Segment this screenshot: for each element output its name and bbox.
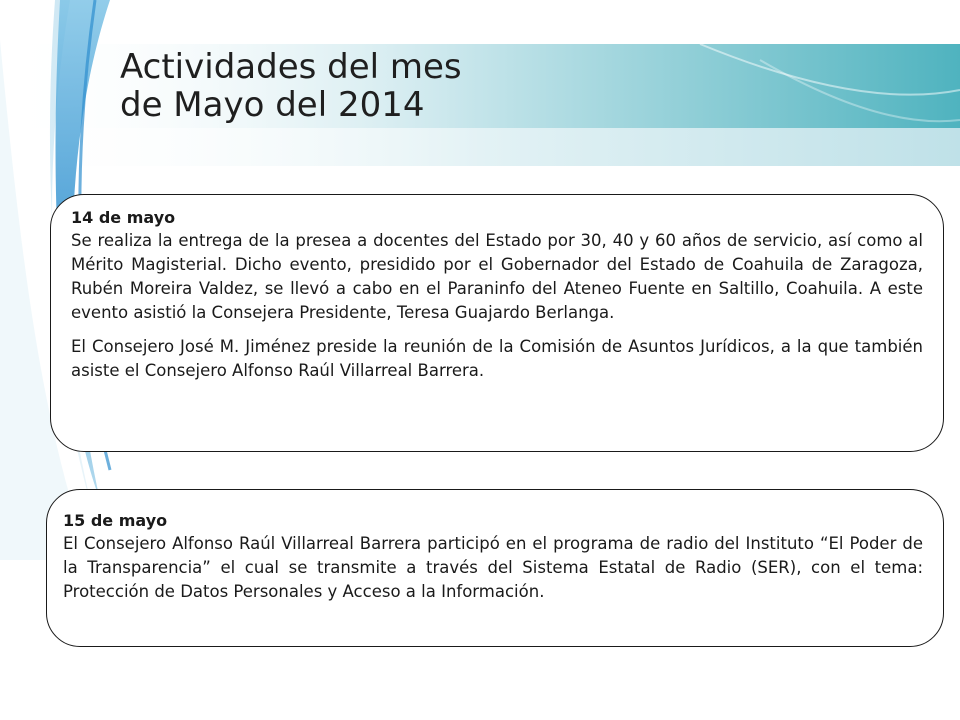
- slide-title: [120, 48, 462, 124]
- activity-box-14-may: [50, 194, 944, 452]
- activity-box-15-may: [46, 489, 944, 647]
- activity-description: [63, 532, 923, 604]
- activity-date: 14 de mayo: [71, 208, 176, 227]
- activity-date: 15 de mayo: [63, 511, 168, 530]
- activity-paragraph: El Consejero Alfonso Raúl Villarreal Barrera participó en el programa de radio del Instituto “El Poder de la Transparencia” el cual se transmite a través del Sistema Estatal de Radio (SER), con el tema: Protección de Datos Personales y Acceso a la Información.: [63, 534, 923, 601]
- header-band-lower: [0, 128, 960, 166]
- slide-title-line-1: Actividades del mes: [120, 47, 462, 87]
- activity-paragraph: El Consejero José M. Jiménez preside la reunión de la Comisión de Asuntos Jurídicos, a la que también asiste el Consejero Alfonso Raúl Villarreal Barrera.: [71, 337, 923, 380]
- activity-description: [71, 229, 923, 383]
- slide-title-line-2: de Mayo del 2014: [120, 85, 425, 125]
- activity-paragraph: Se realiza la entrega de la presea a docentes del Estado por 30, 40 y 60 años de servicio, así como al Mérito Magisterial. Dicho evento, presidido por el Gobernador del Estado de Coahuila de Zaragoza, Rubén Moreira Valdez, se llevó a cabo en el Paraninfo del Ateneo Fuente en Saltillo, Coahuila. A este evento asistió la Consejera Presidente, Teresa Guajardo Berlanga.: [71, 231, 923, 322]
